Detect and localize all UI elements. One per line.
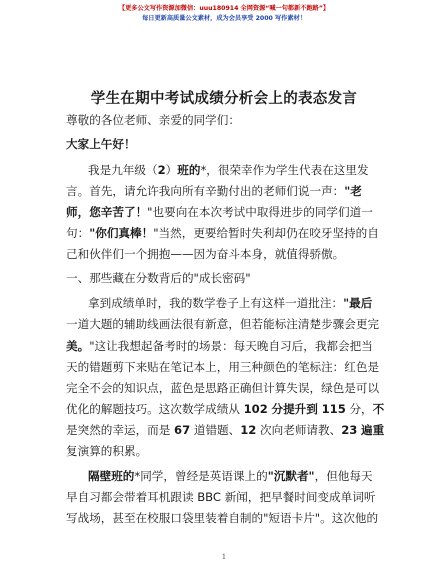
text-run: ） [165, 163, 178, 177]
paragraph-line [66, 226, 379, 240]
promo-banner [0, 5, 448, 23]
text-run: "当然，更要给暂时失利却仍在咬牙坚持的自 [153, 226, 379, 240]
paragraph-line [66, 184, 362, 198]
bold-text-run: 隔壁班的 [88, 469, 135, 483]
text-run: 一、那些藏在分数背后的"成长密码" [66, 271, 251, 285]
text-run: 一道大题的辅助线画法很有新意，但若能标注清楚步骤会更完 [66, 317, 380, 331]
bold-text-run: 67 [174, 423, 191, 437]
promo-banner-line-2: 每日更新高质量公文素材，成为会员享受 2000 写作素材！ [142, 15, 306, 22]
paragraph-line [88, 163, 369, 177]
text-run: *同学，曾经是英语课上的 [134, 469, 268, 483]
paragraph-line [66, 137, 136, 151]
text-run: 是突然的幸运，而是 [66, 423, 175, 437]
bold-text-run: 23 [341, 423, 358, 437]
paragraph-line [66, 247, 344, 261]
bold-text-run: 师，您辛苦了！ [66, 205, 148, 219]
text-run: 拿到成绩单时，我的数学卷子上有这样一道批注： [88, 296, 344, 310]
text-run: 言。首先，请允许我向所有辛勤付出的老师们说一声： [66, 184, 345, 198]
bold-text-run: "你们真棒！ [89, 226, 154, 240]
text-run: 道错题、 [190, 423, 241, 437]
bold-text-run: 班的 [177, 163, 201, 177]
paragraph-line [88, 469, 373, 483]
text-run: 天的错题剪下来贴在笔记本上，用三种颜色的笔标注：红色是 [66, 360, 380, 374]
text-run: 复演算的积累。 [66, 444, 148, 458]
paragraph-line [66, 402, 384, 416]
bold-text-run: 遍重 [361, 423, 385, 437]
text-run: 优化的解题技巧。这次数学成绩从 [66, 402, 244, 416]
text-run: 次向老师请教、 [256, 423, 342, 437]
paragraph-line [66, 381, 379, 395]
paragraph-line [66, 113, 240, 127]
paragraph-line [66, 423, 384, 437]
text-run: "这让我想起备考时的场景：每天晚自习后，我都会把当 [89, 339, 373, 353]
paragraph-line [66, 205, 373, 219]
text-run: 早自习都会带着耳机跟读 BBC 新闻，把早餐时间变成单词听 [66, 490, 376, 504]
bold-text-run: "沉默者" [267, 469, 315, 483]
bold-text-run: 不 [372, 402, 385, 416]
bold-text-run: "老 [344, 184, 362, 198]
bold-text-run: "最后 [343, 296, 373, 310]
bold-text-run: 115 [321, 402, 346, 416]
text-run: 写战场，甚至在校服口袋里装着自制的"短语卡片"。这次他的 [66, 511, 379, 525]
page-number: 1 [221, 553, 227, 561]
paragraph-line [66, 511, 378, 525]
paragraph-line [66, 490, 375, 504]
bold-text-run: 美。 [66, 339, 90, 353]
promo-banner-line-1: 【更多公文写作资源加微信：uuu180914 全网资源“喊一句都新不跑路”】 [118, 5, 330, 12]
text-run: 完全不会的知识点，蓝色是思路正确但计算失误，绿色是可以 [66, 381, 380, 395]
text-run: 分， [345, 402, 373, 416]
paragraph-line [66, 339, 373, 353]
text-run: 尊敬的各位老师、亲爱的同学们： [66, 113, 240, 127]
paragraph-line [66, 444, 147, 458]
text-run: 句： [66, 226, 90, 240]
paragraph-line [66, 271, 251, 285]
bold-text-run: 102 [243, 402, 268, 416]
bold-text-run: 12 [240, 423, 257, 437]
paragraph-line [66, 317, 379, 331]
bold-text-run: 2 [157, 163, 166, 177]
bold-text-run: 分提升到 [271, 402, 318, 416]
paragraph-line [88, 296, 372, 310]
text-run: "也要向在本次考试中取得进步的同学们道一 [147, 205, 373, 219]
text-run: 己和伙伴们一个拥抱——因为奋斗本身，就值得骄傲。 [66, 247, 345, 261]
bold-text-run: 大家上午好！ [66, 137, 136, 151]
text-run: *，很荣幸作为学生代表在这里发 [200, 163, 369, 177]
paragraph-line [66, 360, 379, 374]
text-run: ，但他每天 [314, 469, 373, 483]
page-title: 学生在期中考试成绩分析会上的表态发言 [90, 91, 358, 107]
text-run: 我是九年级（ [88, 163, 158, 177]
